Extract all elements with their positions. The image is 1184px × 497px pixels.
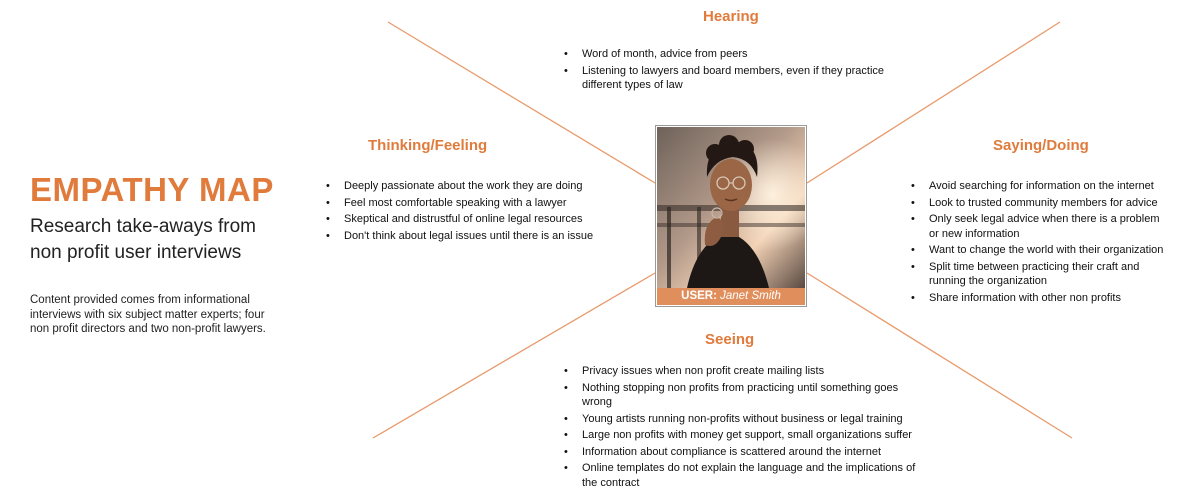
- user-name: Janet Smith: [720, 290, 781, 302]
- list-item: • Nothing stopping non profits from practicing until something goes wrong: [560, 381, 930, 410]
- list-item: • Don't think about legal issues until there is an issue: [322, 229, 622, 244]
- user-label-prefix: USER:: [681, 290, 717, 302]
- user-photo: [657, 127, 805, 288]
- user-name-label: [657, 288, 805, 305]
- page-title: EMPATHY MAP: [30, 171, 274, 208]
- list-item: • Only seek legal advice when there is a problem or new information: [907, 212, 1172, 241]
- list-item: • Listening to lawyers and board members, even if they practice different types of law: [560, 64, 900, 93]
- portrait-illustration: [657, 127, 805, 288]
- list-item: • Privacy issues when non profit create mailing lists: [560, 364, 930, 379]
- saying-doing-list: [907, 179, 1172, 307]
- saying-doing-heading: Saying/Doing: [993, 137, 1089, 154]
- research-description: Content provided comes from informational interviews with six subject matter experts; four non profit directors and two non-profit lawyers.: [30, 294, 266, 335]
- page-subtitle: Research take-aways from non profit user interviews: [30, 216, 256, 263]
- list-item: • Split time between practicing their craft and running the organization: [907, 260, 1172, 289]
- hearing-heading: Hearing: [703, 8, 759, 25]
- list-item: • Deeply passionate about the work they are doing: [322, 179, 622, 194]
- seeing-list: [560, 364, 930, 492]
- list-item: • Young artists running non-profits without business or legal training: [560, 412, 930, 427]
- list-item: • Want to change the world with their organization: [907, 243, 1172, 258]
- list-item: • Large non profits with money get support, small organizations suffer: [560, 428, 930, 443]
- user-persona-card: [655, 125, 807, 307]
- intro-panel: [30, 170, 330, 337]
- list-item: • Information about compliance is scattered around the internet: [560, 445, 930, 460]
- list-item: • Feel most comfortable speaking with a lawyer: [322, 196, 622, 211]
- hearing-list: [560, 47, 900, 95]
- seeing-heading: Seeing: [705, 331, 755, 348]
- list-item: • Avoid searching for information on the internet: [907, 179, 1172, 194]
- list-item: • Online templates do not explain the language and the implications of the contract: [560, 461, 930, 490]
- list-item: • Share information with other non profits: [907, 291, 1172, 306]
- thinking-feeling-list: [322, 179, 622, 245]
- thinking-feeling-heading: Thinking/Feeling: [368, 137, 488, 154]
- list-item: • Look to trusted community members for advice: [907, 196, 1172, 211]
- list-item: • Skeptical and distrustful of online legal resources: [322, 212, 622, 227]
- list-item: • Word of month, advice from peers: [560, 47, 900, 62]
